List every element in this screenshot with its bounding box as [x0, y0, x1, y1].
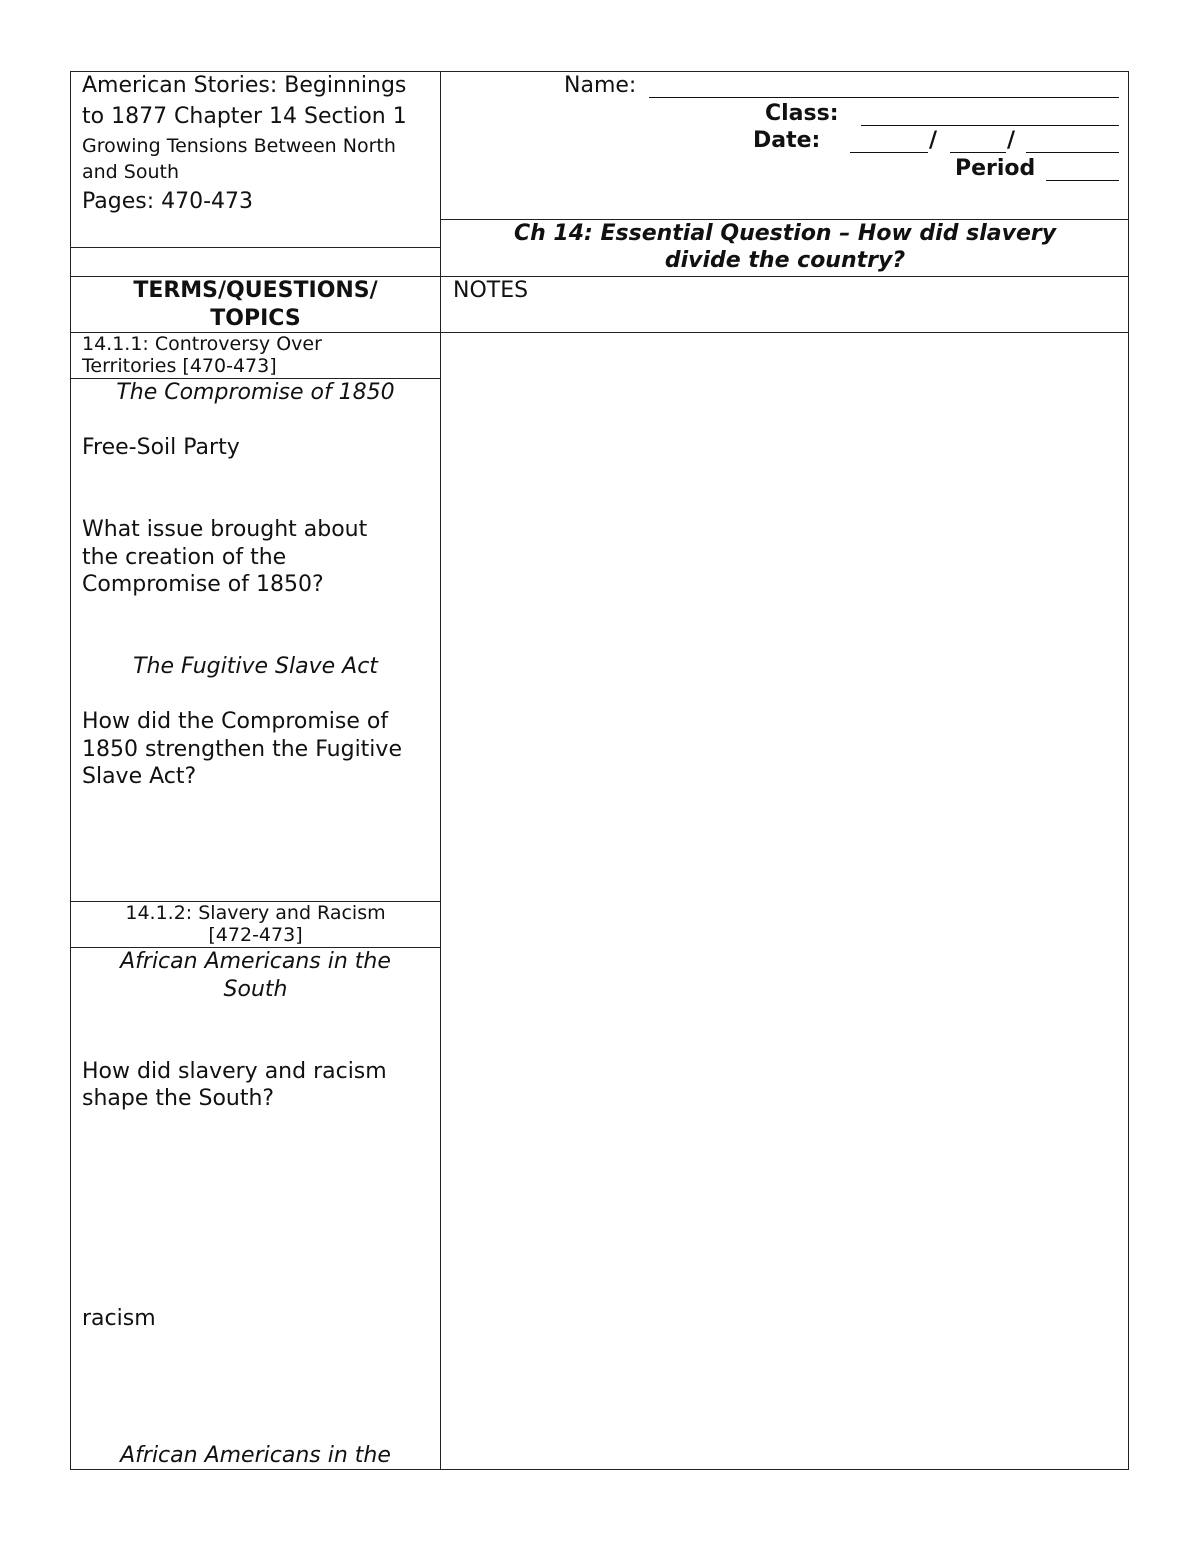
- term-racism: racism: [82, 1306, 156, 1331]
- terms-column-header-line1: TERMS/QUESTIONS/: [133, 278, 378, 303]
- name-label: Name:: [564, 73, 637, 98]
- class-field[interactable]: [861, 105, 1119, 126]
- terms-column-header-line2: TOPICS: [210, 306, 301, 331]
- date-day-field[interactable]: [950, 132, 1006, 153]
- essential-question-line1: Ch 14: Essential Question – How did slavery: [513, 221, 1057, 246]
- section-title-line1: Growing Tensions Between North: [82, 135, 396, 157]
- section-heading-1-line2: Territories [470-473]: [82, 355, 277, 377]
- date-separator-1: /: [929, 128, 938, 153]
- notes-column-header: NOTES: [453, 278, 529, 303]
- section-heading-2-line2: [472-473]: [208, 924, 303, 946]
- date-month-field[interactable]: [850, 132, 928, 153]
- term-african-americans-south-line1: African Americans in the: [120, 949, 391, 974]
- question-3-line2: shape the South?: [82, 1086, 275, 1111]
- question-1-line2: the creation of the: [82, 545, 287, 570]
- rule-header-left: [70, 247, 441, 248]
- term-fugitive-slave-act: The Fugitive Slave Act: [133, 654, 378, 679]
- question-1-line1: What issue brought about: [82, 517, 368, 542]
- period-label: Period: [955, 156, 1036, 181]
- term-free-soil-party: Free-Soil Party: [82, 435, 240, 460]
- term-african-americans-next: African Americans in the: [120, 1443, 391, 1468]
- notes-area[interactable]: [443, 334, 1127, 1468]
- date-separator-2: /: [1007, 128, 1016, 153]
- section-heading-2-line1: 14.1.2: Slavery and Racism: [125, 902, 386, 924]
- period-field[interactable]: [1046, 160, 1119, 181]
- course-title-line1: American Stories: Beginnings: [82, 73, 407, 98]
- name-field[interactable]: [649, 77, 1119, 98]
- question-3-line1: How did slavery and racism: [82, 1059, 387, 1084]
- section-title-line2: and South: [82, 161, 180, 183]
- term-compromise-1850: The Compromise of 1850: [116, 380, 395, 405]
- question-1-line3: Compromise of 1850?: [82, 572, 324, 597]
- essential-question-line2: divide the country?: [664, 248, 906, 273]
- date-label: Date:: [753, 128, 821, 153]
- question-2-line1: How did the Compromise of: [82, 709, 389, 734]
- pages-range: Pages: 470-473: [82, 189, 254, 214]
- question-2-line2: 1850 strengthen the Fugitive: [82, 737, 402, 762]
- section-heading-1-line1: 14.1.1: Controversy Over: [82, 333, 322, 355]
- date-year-field[interactable]: [1026, 132, 1119, 153]
- question-2-line3: Slave Act?: [82, 764, 197, 789]
- course-title-line2: to 1877 Chapter 14 Section 1: [82, 104, 407, 129]
- term-african-americans-south-line2: South: [223, 977, 288, 1002]
- class-label: Class:: [765, 101, 839, 126]
